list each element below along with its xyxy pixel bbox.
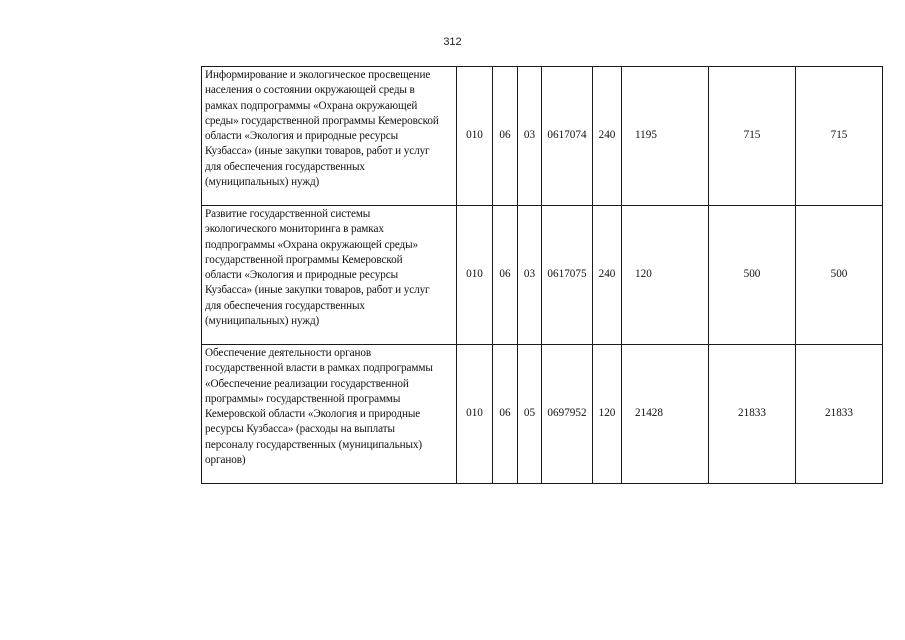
amount-year3-cell: 500 [796,206,883,345]
target-article-cell: 0697952 [542,345,593,484]
description-line: Развитие государственной системы [205,208,371,220]
description-line: Кемеровской области «Экология и природные [205,408,421,421]
expense-type-cell: 240 [593,206,622,345]
section-code-cell: 06 [493,206,518,345]
amount-year2-cell: 21833 [709,345,796,484]
description-line: рамках подпрограммы «Охрана окружающей [205,99,418,112]
amount-year3-cell: 21833 [796,345,883,484]
description-line: «Обеспечение реализации государственной [205,377,409,390]
amount-year2-cell: 715 [709,67,796,206]
expense-type-cell: 240 [593,67,622,206]
description-line: Обеспечение деятельности органов [205,347,372,359]
table-row [202,206,883,345]
description-line: органов) [205,454,246,467]
target-article-cell: 0617075 [542,206,593,345]
expense-type-cell: 120 [593,345,622,484]
description-line: области «Экология и природные ресурсы [205,130,398,143]
table-row [202,345,883,484]
description-line: (муниципальных) нужд) [205,176,320,189]
description-line: для обеспечения государственных [205,160,365,173]
description-line: Кузбасса» (иные закупки товаров, работ и услуг [205,145,430,158]
description-line: для обеспечения государственных [205,299,365,312]
description-cell [202,206,457,345]
subsection-code-cell: 03 [518,206,542,345]
description-cell [202,345,457,484]
description-line: государственной программы Кемеровской [205,253,403,266]
description-line: среды» государственной программы Кемеровской [205,114,439,127]
amount-year1-cell: 1195 [622,67,709,206]
description-line: персоналу государственных (муниципальных) [205,438,422,451]
section-code-cell: 06 [493,345,518,484]
description-line: программы» государственной программы [205,392,401,405]
description-line: государственной власти в рамках подпрограммы [205,362,433,375]
description-line: населения о состоянии окружающей среды в [205,84,415,97]
description-line: области «Экология и природные ресурсы [205,269,398,282]
ministry-code-cell: 010 [457,345,493,484]
amount-year3-cell: 715 [796,67,883,206]
target-article-cell: 0617074 [542,67,593,206]
subsection-code-cell: 05 [518,345,542,484]
description-line: Кузбасса» (иные закупки товаров, работ и услуг [205,284,430,297]
amount-year1-cell: 120 [622,206,709,345]
description-line: (муниципальных) нужд) [205,315,320,328]
description-line: ресурсы Кузбасса» (расходы на выплаты [205,423,395,436]
amount-year1-cell: 21428 [622,345,709,484]
description-line: Информирование и экологическое просвещение [205,69,431,81]
table-row [202,67,883,206]
ministry-code-cell: 010 [457,67,493,206]
budget-table [201,66,883,484]
description-cell [202,67,457,206]
budget-table-body [202,67,883,484]
description-line: подпрограммы «Охрана окружающей среды» [205,238,419,251]
section-code-cell: 06 [493,67,518,206]
ministry-code-cell: 010 [457,206,493,345]
subsection-code-cell: 03 [518,67,542,206]
page-number: 312 [443,36,462,48]
amount-year2-cell: 500 [709,206,796,345]
description-line: экологического мониторинга в рамках [205,223,384,236]
